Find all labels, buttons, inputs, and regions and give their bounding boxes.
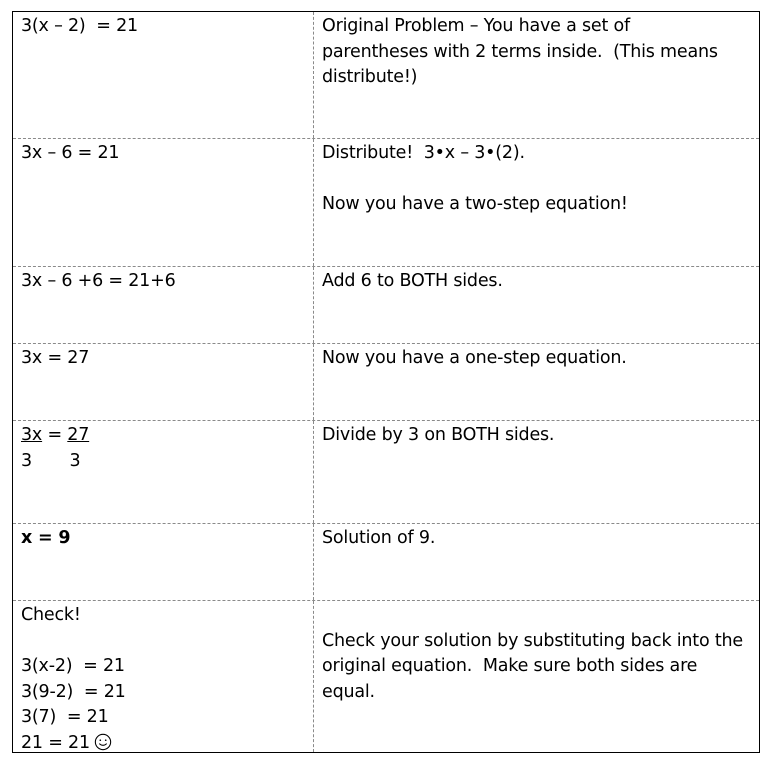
- equation-text: 3x – 6 = 21: [21, 143, 120, 163]
- explanation-cell: [314, 139, 759, 266]
- equation-cell: [13, 421, 314, 523]
- equation-cell: [13, 344, 314, 420]
- explanation-text: Solution of 9.: [322, 528, 436, 548]
- check-final-line: [21, 731, 305, 757]
- explanation-cell: [314, 524, 759, 600]
- table-row: [13, 344, 759, 421]
- explanation-text: Divide by 3 on BOTH sides.: [322, 425, 555, 445]
- explanation-cell: [314, 344, 759, 420]
- check-cell: [13, 601, 314, 752]
- explanation-text: Now you have a one-step equation.: [322, 348, 627, 368]
- table-row: [13, 524, 759, 601]
- smiley-icon: [94, 733, 112, 751]
- explanation-text: Now you have a two-step equation!: [322, 194, 628, 214]
- fraction-numerator-line: [21, 423, 305, 449]
- explanation-text: distribute!): [322, 67, 418, 87]
- table-row: [13, 139, 759, 267]
- equation-text: 3(x – 2) = 21: [21, 16, 138, 36]
- table-row: [13, 421, 759, 524]
- explanation-text: equal.: [322, 681, 375, 702]
- table-row: [13, 267, 759, 344]
- equation-text: 3x = 27: [21, 348, 90, 368]
- check-step: 3(9-2) = 21: [21, 681, 126, 702]
- explanation-text: Distribute! 3•x – 3•(2).: [322, 143, 525, 163]
- explanation-text: Add 6 to BOTH sides.: [322, 271, 503, 291]
- explanation-cell: [314, 267, 759, 343]
- check-spacer: [21, 629, 305, 655]
- check-step: 21 = 21: [21, 732, 90, 753]
- explanation-text: parentheses with 2 terms inside. (This means: [322, 41, 718, 62]
- check-step: 3(x-2) = 21: [21, 656, 125, 676]
- equals-sign: =: [42, 425, 68, 445]
- fraction-numerator-left: 3x: [21, 425, 43, 445]
- equation-text: 3x – 6 +6 = 21+6: [21, 271, 176, 291]
- equation-cell: [13, 139, 314, 266]
- check-step: 3(7) = 21: [21, 707, 109, 727]
- table-row: [13, 601, 759, 752]
- explanation-text: original equation. Make sure both sides are: [322, 656, 698, 676]
- explanation-cell: [314, 12, 759, 138]
- check-heading: Check!: [21, 605, 81, 625]
- fraction-numerator-right: 27: [67, 425, 90, 445]
- explanation-text: [322, 167, 751, 193]
- explanation-text: Check your solution by substituting back into the: [322, 630, 743, 651]
- equation-cell: [13, 12, 314, 138]
- equation-cell: [13, 524, 314, 600]
- explanation-cell: [314, 601, 759, 752]
- fraction-denominator-line: 3 3: [21, 450, 81, 471]
- table-row: [13, 12, 759, 139]
- solution-table: [12, 11, 760, 753]
- explanation-cell: [314, 421, 759, 523]
- explanation-text: Original Problem – You have a set of: [322, 16, 630, 36]
- solution-text: x = 9: [21, 528, 71, 548]
- explanation-spacer: [322, 603, 751, 629]
- equation-cell: [13, 267, 314, 343]
